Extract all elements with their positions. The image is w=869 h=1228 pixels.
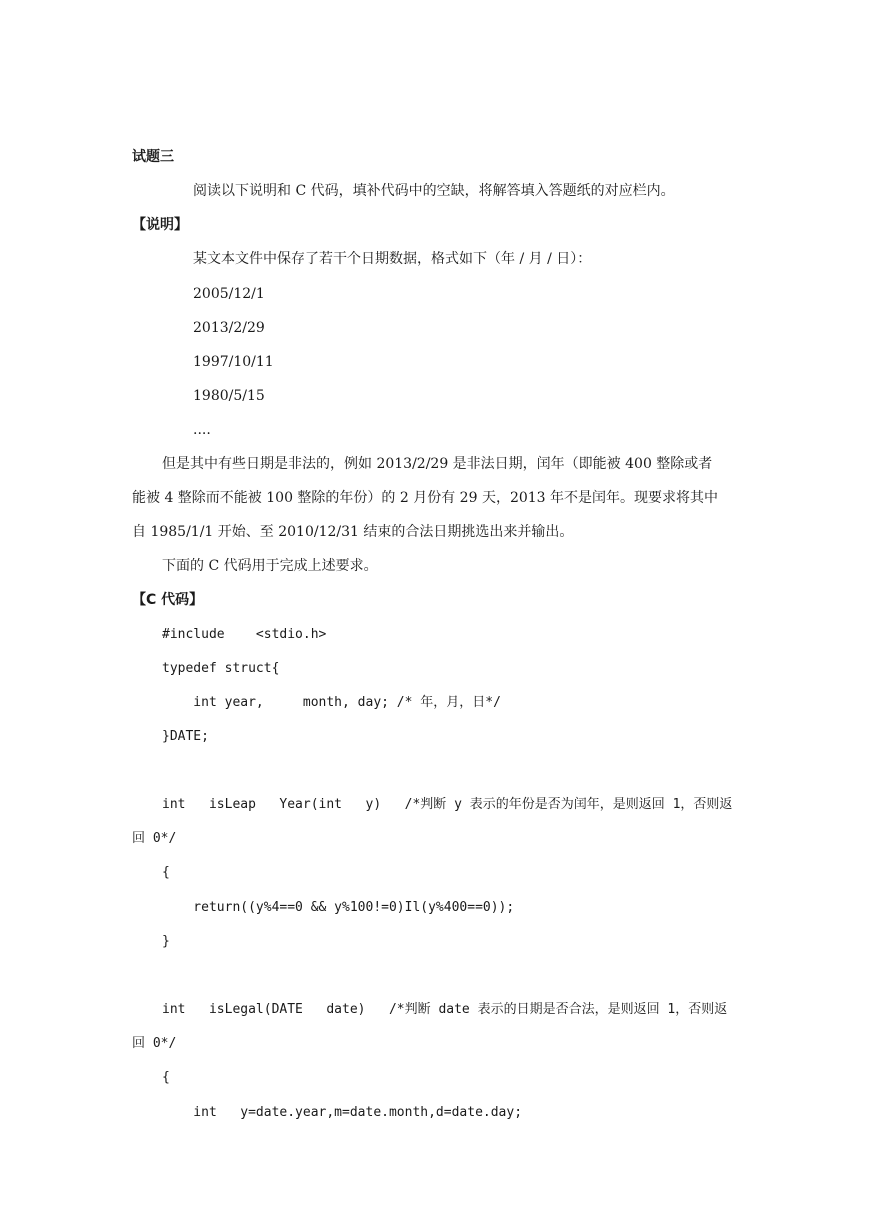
code-line: #include <stdio.h>: [162, 627, 327, 642]
paragraph-line: 但是其中有些日期是非法的，例如 2013/2/29 是非法日期，闰年（即能被 400 整除或者: [162, 456, 713, 472]
section-description-heading: 【说明】: [132, 217, 188, 233]
code-line: {: [162, 1070, 170, 1085]
date-ellipsis: ....: [193, 422, 211, 438]
date-example: 1997/10/11: [193, 354, 274, 370]
code-line: int year, month, day; /* 年，月，日*/: [162, 695, 501, 710]
description-text: 某文本文件中保存了若干个日期数据，格式如下（年 / 月 / 日）：: [193, 251, 592, 267]
code-line: 回 0*/: [132, 1036, 177, 1051]
code-line: return((y%4==0 && y%100!=0)Il(y%400==0));: [162, 900, 515, 915]
paragraph-line: 自 1985/1/1 开始、至 2010/12/31 结束的合法日期挑选出来并输出。: [132, 524, 574, 540]
code-line: int y=date.year,m=date.month,d=date.day;: [162, 1105, 523, 1120]
code-line: int isLegal(DATE date) /*判断 date 表示的日期是否合法，是则返回 1，否则返: [162, 1002, 728, 1017]
code-line: }DATE;: [162, 729, 209, 744]
code-line: typedef struct{: [162, 661, 280, 676]
code-line: {: [162, 865, 170, 880]
code-line: }: [162, 934, 170, 949]
code-line: 回 0*/: [132, 831, 177, 846]
paragraph-line: 下面的 C 代码用于完成上述要求。: [162, 558, 378, 574]
intro-text: 阅读以下说明和 C 代码，填补代码中的空缺，将解答填入答题纸的对应栏内。: [193, 183, 675, 199]
paragraph-line: 能被 4 整除而不能被 100 整除的年份）的 2 月份有 29 天，2013 年不是闰年。现要求将其中: [132, 490, 719, 506]
date-example: 2013/2/29: [193, 320, 265, 336]
code-line: int isLeap Year(int y) /*判断 y 表示的年份是否为闰年，是则返回 1，否则返: [162, 797, 733, 812]
date-example: 2005/12/1: [193, 286, 265, 302]
section-code-heading: 【C 代码】: [132, 592, 204, 608]
date-example: 1980/5/15: [193, 388, 265, 404]
question-title: 试题三: [132, 149, 174, 165]
